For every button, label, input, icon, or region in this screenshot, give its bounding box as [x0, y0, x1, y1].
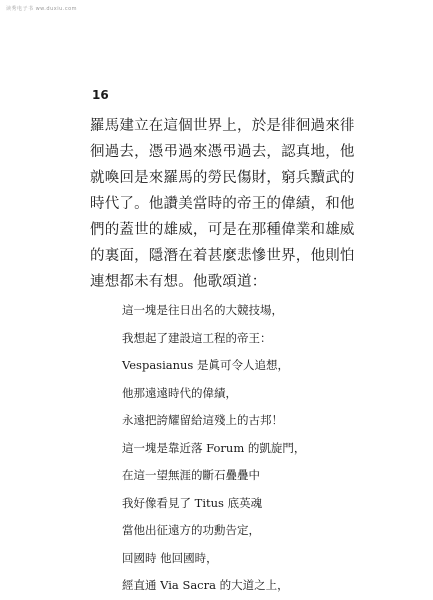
- poem-line: 永遠把誇耀留給這殘上的古邦！: [122, 413, 283, 427]
- prose-line: 們的蓋世的雄威，可是在那種偉業和雄威: [90, 222, 355, 238]
- prose-line: 連想都未有想。他歌頌道：: [90, 274, 267, 290]
- prose-line: 就喚回是來羅馬的勞民傷財，窮兵黷武的: [90, 170, 355, 186]
- poem-line: 這一塊是往日出名的大競技場，: [122, 303, 283, 317]
- poem-line: 我想起了建設這工程的帝王：: [122, 330, 272, 345]
- prose-line: 羅馬建立在這個世界上，於是徘徊過來徘: [90, 118, 355, 134]
- poem-line: 他那遠遠時代的偉績，: [122, 385, 237, 400]
- poem-line: 這一塊是靠近落 Forum 的凱旋門，: [122, 440, 306, 455]
- page-number: 16: [92, 88, 109, 102]
- watermark: 读秀电子书 ww.duxiu.com: [6, 6, 78, 12]
- prose-paragraph: [90, 113, 370, 295]
- poem-line: 經直通 Via Sacra 的大道之上，: [122, 578, 289, 592]
- prose-line: 時代了。他讚美當時的帝王的偉績，和他: [90, 196, 355, 212]
- poem-block: [122, 297, 392, 600]
- poem-line: 在這一望無涯的斷石疊疊中: [122, 468, 260, 482]
- poem-line: 回國時 他回國時，: [122, 550, 218, 565]
- poem-line: 我好像看見了 Titus 底英魂: [122, 495, 263, 510]
- prose-line: 的裏面，隱潛在着甚麼悲慘世界，他則怕: [90, 248, 355, 264]
- poem-line: 當他出征遠方的功勳告定，: [122, 523, 260, 537]
- prose-line: 徊過去，憑弔過來憑弔過去，認真地，他: [90, 144, 355, 160]
- poem-line: Vespasianus 是眞可令人追想，: [122, 358, 289, 372]
